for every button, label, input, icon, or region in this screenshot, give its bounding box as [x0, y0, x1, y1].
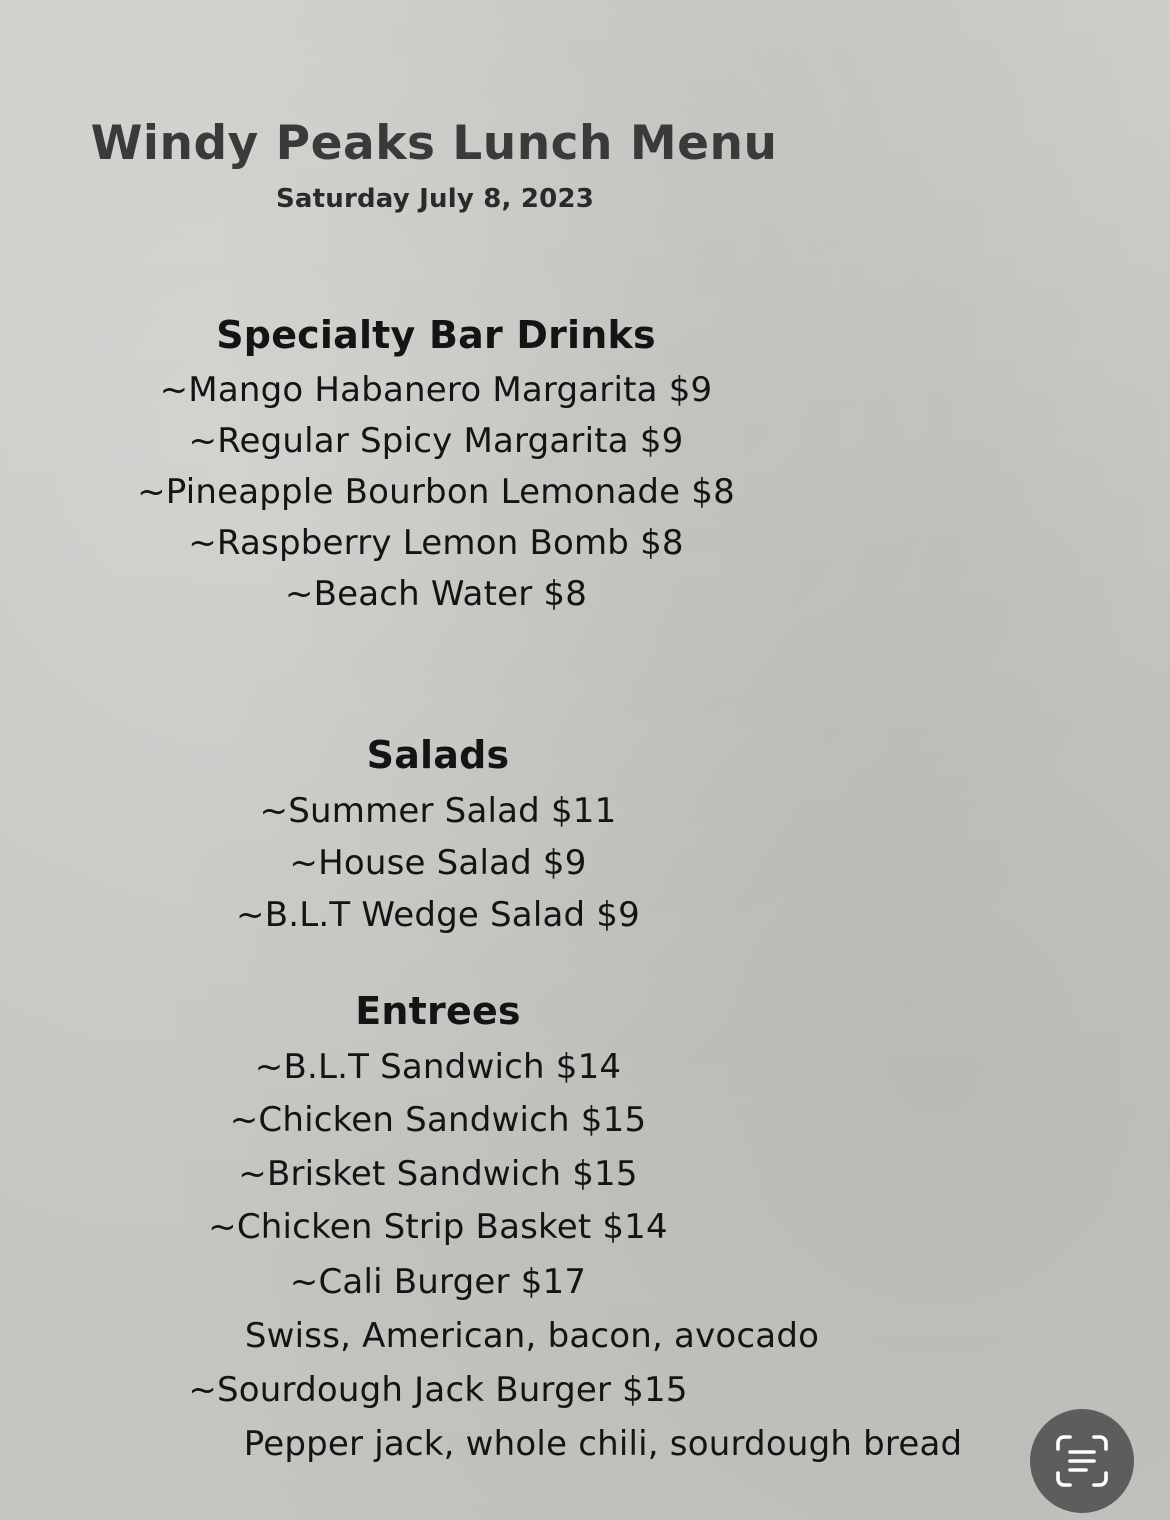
menu-item: ~Beach Water $8: [284, 574, 588, 614]
menu-item: ~House Salad $9: [289, 843, 587, 883]
menu-item: ~Chicken Sandwich $15: [229, 1100, 647, 1140]
menu-item: ~B.L.T Wedge Salad $9: [236, 895, 640, 935]
menu-item: ~Raspberry Lemon Bomb $8: [188, 523, 684, 563]
section-heading-entrees: Entrees: [355, 989, 521, 1033]
menu-item-description: Pepper jack, whole chili, sourdough bread: [243, 1424, 963, 1464]
menu-date: Saturday July 8, 2023: [275, 184, 595, 214]
live-text-button[interactable]: [1030, 1409, 1134, 1513]
menu-item: ~Chicken Strip Basket $14: [208, 1207, 668, 1247]
menu-item: ~Sourdough Jack Burger $15: [188, 1370, 688, 1410]
menu-item: ~Summer Salad $11: [259, 791, 617, 831]
menu-item-description: Swiss, American, bacon, avocado: [244, 1316, 820, 1356]
text-scan-icon: [1052, 1431, 1112, 1491]
menu-item: ~Cali Burger $17: [289, 1262, 587, 1302]
menu-item: ~Brisket Sandwich $15: [238, 1154, 638, 1194]
section-heading-salads: Salads: [366, 733, 510, 777]
menu-item: ~Mango Habanero Margarita $9: [159, 370, 713, 410]
menu-item: ~Regular Spicy Margarita $9: [188, 421, 684, 461]
menu-item: ~B.L.T Sandwich $14: [254, 1047, 622, 1087]
section-heading-drinks: Specialty Bar Drinks: [216, 313, 656, 357]
menu-item: ~Pineapple Bourbon Lemonade $8: [137, 472, 735, 512]
menu-title: Windy Peaks Lunch Menu: [90, 116, 778, 171]
